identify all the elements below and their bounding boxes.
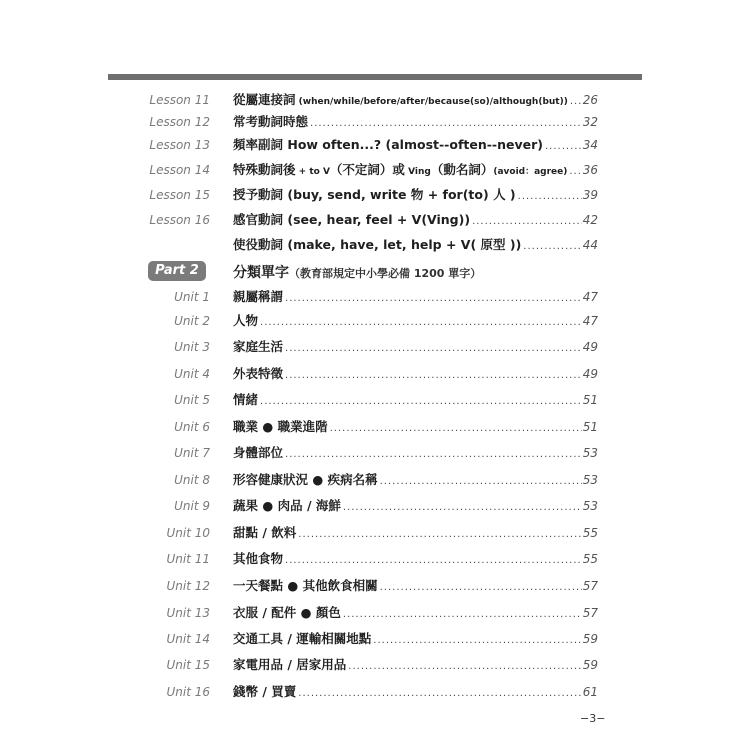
unit-label: Unit 6 bbox=[174, 420, 210, 434]
toc-row-causative-verbs[interactable] bbox=[0, 234, 750, 256]
leader-dots bbox=[260, 312, 582, 332]
toc-entry bbox=[233, 184, 598, 206]
toc-row-lesson-16[interactable] bbox=[0, 209, 750, 231]
leader-dots bbox=[518, 186, 582, 206]
leader-dots bbox=[260, 391, 582, 411]
toc-row-lesson-15[interactable] bbox=[0, 184, 750, 206]
unit-label: Unit 9 bbox=[174, 499, 210, 513]
entry-title: 一天餐點 ● 其他飲食相關 bbox=[233, 578, 378, 593]
entry-title: 形容健康狀況 ● 疾病名稱 bbox=[233, 472, 378, 487]
toc-row-unit-4[interactable] bbox=[0, 363, 750, 385]
lesson-label: Lesson 16 bbox=[149, 213, 210, 227]
entry-title: 頻率副詞 How often...? (almost--often--never) bbox=[233, 137, 543, 152]
toc-entry bbox=[233, 336, 598, 358]
entry-title: 蔬果 ● 肉品 / 海鮮 bbox=[233, 498, 341, 513]
unit-label: Unit 8 bbox=[174, 473, 210, 487]
page-number: 59 bbox=[582, 632, 598, 646]
toc-entry bbox=[233, 548, 598, 570]
toc-row-unit-15[interactable] bbox=[0, 654, 750, 676]
unit-label: Unit 11 bbox=[166, 552, 210, 566]
toc-entry bbox=[233, 681, 598, 703]
toc-row-unit-13[interactable] bbox=[0, 602, 750, 624]
toc-entry bbox=[233, 495, 598, 517]
header-rule bbox=[108, 74, 642, 80]
unit-label: Unit 1 bbox=[174, 290, 210, 304]
toc-entry bbox=[233, 575, 598, 597]
entry-title: 甜點 / 飲料 bbox=[233, 525, 297, 540]
unit-label: Unit 14 bbox=[166, 632, 210, 646]
page-number: 51 bbox=[582, 420, 598, 434]
page-number: 53 bbox=[582, 499, 598, 513]
toc-entry bbox=[233, 389, 598, 411]
leader-dots bbox=[330, 418, 582, 438]
entry-title: 親屬稱謂 bbox=[233, 289, 284, 304]
toc-entry bbox=[233, 209, 598, 231]
entry-title: 使役動詞 (make, have, let, help + V( 原型 )) bbox=[233, 237, 522, 252]
toc-row-lesson-11[interactable] bbox=[0, 89, 750, 111]
page-number: 57 bbox=[582, 606, 598, 620]
unit-label: Unit 16 bbox=[166, 685, 210, 699]
toc-entry bbox=[233, 442, 598, 464]
toc-row-lesson-14[interactable] bbox=[0, 159, 750, 181]
page-number: 53 bbox=[582, 473, 598, 487]
unit-label: Unit 2 bbox=[174, 314, 210, 328]
toc-row-unit-10[interactable] bbox=[0, 522, 750, 544]
entry-title: 家庭生活 bbox=[233, 339, 284, 354]
page-number: 42 bbox=[582, 213, 598, 227]
page-number: 47 bbox=[582, 290, 598, 304]
leader-dots bbox=[472, 211, 582, 231]
toc-row-unit-16[interactable] bbox=[0, 681, 750, 703]
part-subtitle: （教育部規定中小學必備 1200 單字） bbox=[289, 267, 482, 280]
lesson-label: Lesson 15 bbox=[149, 188, 210, 202]
page-number: 44 bbox=[582, 238, 598, 252]
toc-row-unit-14[interactable] bbox=[0, 628, 750, 650]
page-number: 61 bbox=[582, 685, 598, 699]
unit-label: Unit 12 bbox=[166, 579, 210, 593]
entry-title: 錢幣 / 買賣 bbox=[233, 684, 297, 699]
part-badge: Part 2 bbox=[148, 261, 206, 281]
page-number: 51 bbox=[582, 393, 598, 407]
toc-entry bbox=[233, 522, 598, 544]
leader-dots bbox=[285, 288, 582, 308]
entry-title: 外表特徵 bbox=[233, 366, 284, 381]
page-number: 47 bbox=[582, 314, 598, 328]
leader-dots bbox=[380, 577, 582, 597]
toc-entry bbox=[233, 310, 598, 332]
page-number: 32 bbox=[582, 115, 598, 129]
leader-dots bbox=[285, 365, 582, 385]
leader-dots bbox=[348, 656, 581, 676]
entry-title: 常考動詞時態 bbox=[233, 114, 309, 129]
leader-dots bbox=[310, 113, 582, 133]
entry-title: 家電用品 / 居家用品 bbox=[233, 657, 347, 672]
footer-page-number: −3− bbox=[580, 712, 606, 725]
toc-row-unit-9[interactable] bbox=[0, 495, 750, 517]
lesson-label: Lesson 14 bbox=[149, 163, 210, 177]
leader-dots bbox=[570, 91, 582, 111]
leader-dots bbox=[285, 338, 582, 358]
toc-row-lesson-13[interactable] bbox=[0, 134, 750, 156]
page-number: 55 bbox=[582, 526, 598, 540]
toc-entry bbox=[233, 654, 598, 676]
toc-entry bbox=[233, 363, 598, 385]
entry-title: 衣服 / 配件 ● 顏色 bbox=[233, 605, 341, 620]
toc-row-unit-5[interactable] bbox=[0, 389, 750, 411]
leader-dots bbox=[343, 497, 582, 517]
leader-dots bbox=[523, 236, 581, 256]
leader-dots bbox=[380, 471, 582, 491]
lesson-label: Lesson 13 bbox=[149, 138, 210, 152]
leader-dots bbox=[373, 630, 581, 650]
entry-title: 其他食物 bbox=[233, 551, 284, 566]
lesson-label: Lesson 11 bbox=[149, 93, 210, 107]
toc-entry bbox=[233, 89, 598, 111]
unit-label: Unit 10 bbox=[166, 526, 210, 540]
entry-title: 交通工具 / 運輸相關地點 bbox=[233, 631, 372, 646]
toc-entry bbox=[233, 628, 598, 650]
entry-title: 身體部位 bbox=[233, 445, 284, 460]
toc-entry bbox=[233, 111, 598, 133]
entry-title: 從屬連接詞 (when/while/before/after/because(so)/although(but)) bbox=[233, 92, 568, 107]
leader-dots bbox=[285, 444, 582, 464]
unit-label: Unit 13 bbox=[166, 606, 210, 620]
toc-entry bbox=[233, 286, 598, 308]
page-number: 53 bbox=[582, 446, 598, 460]
entry-title: 人物 bbox=[233, 313, 259, 328]
page-number: 49 bbox=[582, 367, 598, 381]
leader-dots bbox=[285, 550, 582, 570]
page-number: 57 bbox=[582, 579, 598, 593]
toc-row-unit-12[interactable] bbox=[0, 575, 750, 597]
toc-entry bbox=[233, 159, 598, 181]
lesson-label: Lesson 12 bbox=[149, 115, 210, 129]
leader-dots bbox=[298, 524, 581, 544]
unit-label: Unit 5 bbox=[174, 393, 210, 407]
entry-title: 職業 ● 職業進階 bbox=[233, 419, 328, 434]
leader-dots bbox=[343, 604, 582, 624]
toc-row-unit-3[interactable] bbox=[0, 336, 750, 358]
toc-row-unit-6[interactable] bbox=[0, 416, 750, 438]
part-title: 分類單字（教育部規定中小學必備 1200 單字） bbox=[233, 265, 482, 281]
page-number: 55 bbox=[582, 552, 598, 566]
toc-row-unit-7[interactable] bbox=[0, 442, 750, 464]
toc-entry bbox=[233, 602, 598, 624]
entry-title: 情緒 bbox=[233, 392, 259, 407]
toc-row-unit-2[interactable] bbox=[0, 310, 750, 332]
page-number: 36 bbox=[582, 163, 598, 177]
part-header[interactable] bbox=[0, 261, 750, 283]
entry-title: 感官動詞 (see, hear, feel + V(Ving)) bbox=[233, 212, 471, 227]
unit-label: Unit 15 bbox=[166, 658, 210, 672]
toc-entry bbox=[233, 416, 598, 438]
page-number: 39 bbox=[582, 188, 598, 202]
toc-row-unit-8[interactable] bbox=[0, 469, 750, 491]
toc-row-unit-11[interactable] bbox=[0, 548, 750, 570]
leader-dots bbox=[545, 136, 582, 156]
entry-title: 授予動詞 (buy, send, write 物 + for(to) 人 ) bbox=[233, 187, 516, 202]
page-number: 49 bbox=[582, 340, 598, 354]
leader-dots bbox=[569, 161, 581, 181]
toc-entry bbox=[233, 234, 598, 256]
unit-label: Unit 3 bbox=[174, 340, 210, 354]
toc-entry bbox=[233, 134, 598, 156]
toc-row-unit-1[interactable] bbox=[0, 286, 750, 308]
page-number: 34 bbox=[582, 138, 598, 152]
toc-row-lesson-12[interactable] bbox=[0, 111, 750, 133]
toc-entry bbox=[233, 469, 598, 491]
unit-label: Unit 7 bbox=[174, 446, 210, 460]
unit-label: Unit 4 bbox=[174, 367, 210, 381]
entry-title: 特殊動詞後 + to V（不定詞）或 Ving（動名詞）(avoid：agree) bbox=[233, 162, 568, 177]
page-number: 59 bbox=[582, 658, 598, 672]
leader-dots bbox=[298, 683, 581, 703]
page-number: 26 bbox=[582, 93, 598, 107]
